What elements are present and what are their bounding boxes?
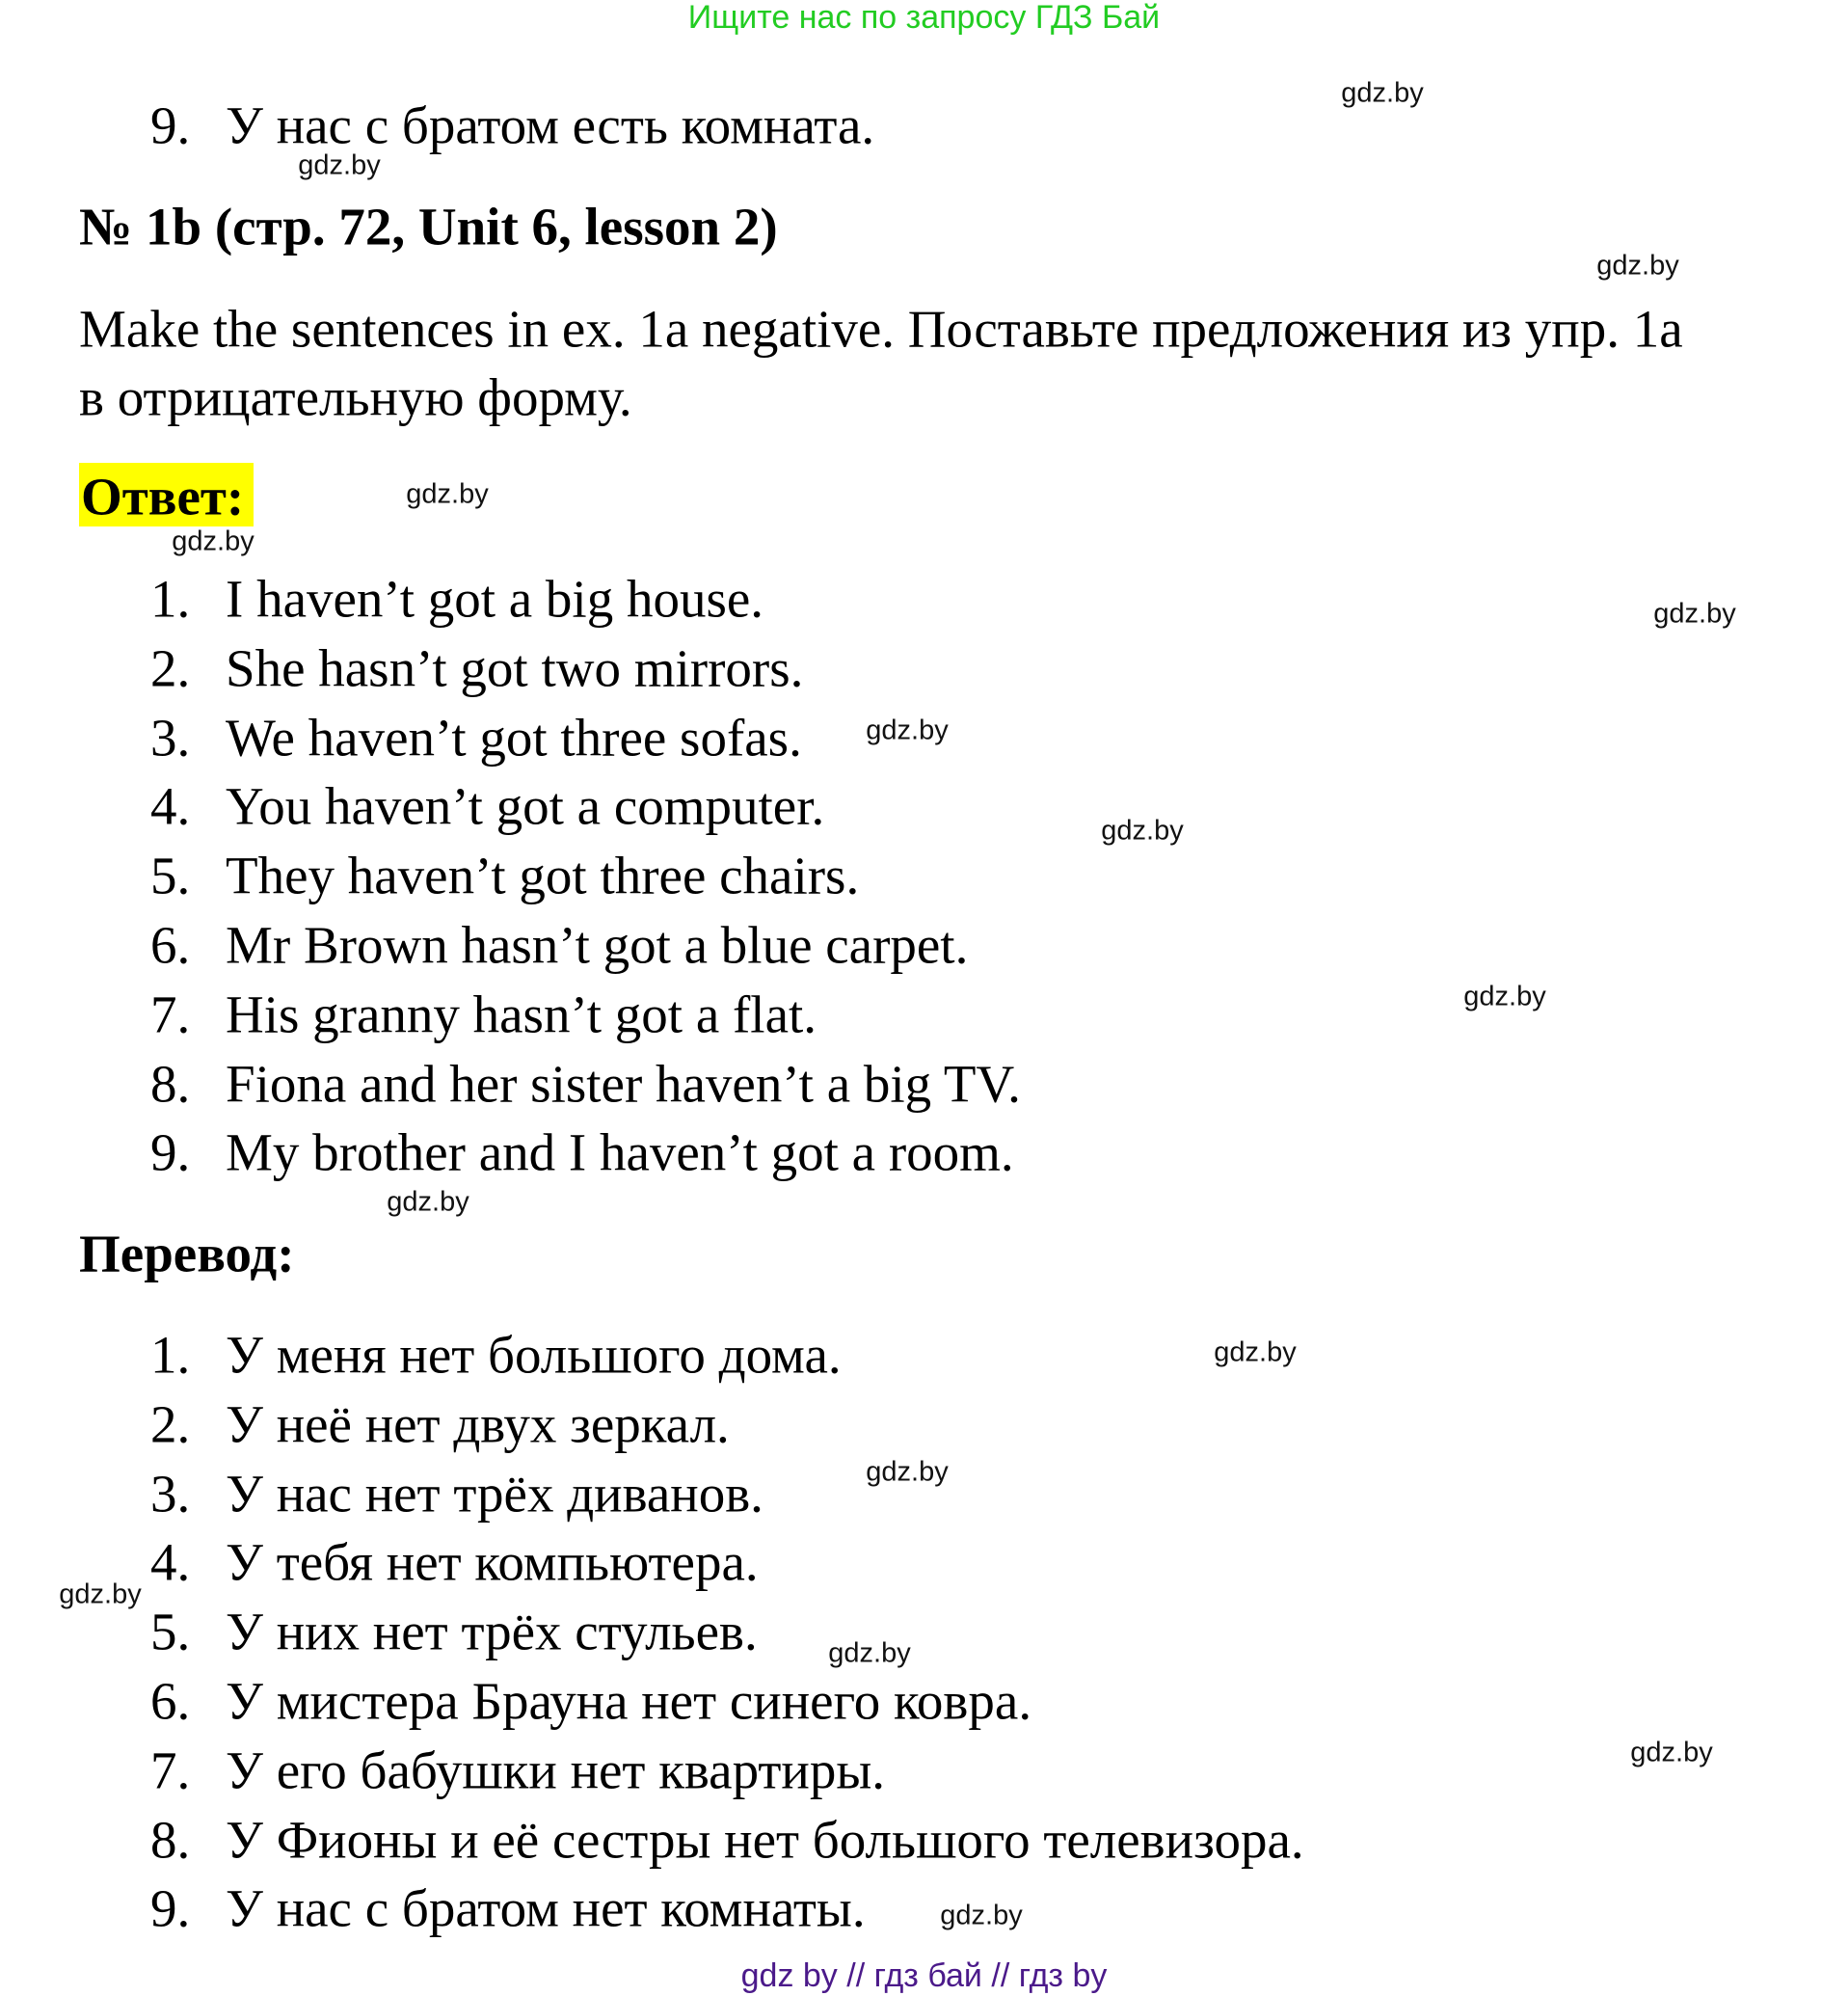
list-item-number: 8. — [150, 1810, 191, 1870]
list-item-number: 3. — [150, 1464, 191, 1524]
list-item-text: My brother and I haven’t got a room. — [226, 1122, 1014, 1182]
exercise-instruction-line1: Make the sentences in ex. 1a negative. Поставьте предложения из упр. 1a — [79, 299, 1683, 359]
list-item-number: 9. — [150, 1122, 191, 1182]
list-item-number: 5. — [150, 1602, 191, 1661]
watermark: gdz.by — [1653, 598, 1736, 630]
list-item-text: У них нет трёх стульев. — [226, 1602, 758, 1661]
list-item-text: Mr Brown hasn’t got a blue carpet. — [226, 915, 969, 975]
answer-label: Ответ: — [81, 467, 245, 526]
list-item-text: У его бабушки нет квартиры. — [226, 1740, 886, 1800]
watermark: gdz.by — [59, 1578, 142, 1610]
list-item-text: You haven’t got a computer. — [226, 776, 825, 836]
exercise-instruction-line2: в отрицательную форму. — [79, 367, 632, 427]
watermark: gdz.by — [1341, 77, 1424, 109]
translation-label: Перевод: — [79, 1224, 295, 1283]
list-item-number: 6. — [150, 915, 191, 975]
watermark: gdz.by — [298, 149, 381, 181]
watermark: gdz.by — [387, 1186, 469, 1218]
watermark: gdz.by — [406, 478, 489, 510]
list-item-number: 3. — [150, 708, 191, 768]
list-item-number: 1. — [150, 1325, 191, 1385]
list-item-number: 9. — [150, 1878, 191, 1938]
list-item-text: У меня нет большого дома. — [226, 1325, 842, 1385]
footer-links: gdz by // гдз бай // гдз by — [740, 1957, 1108, 1994]
watermark: gdz.by — [1214, 1336, 1297, 1368]
list-item-text: She hasn’t got two mirrors. — [226, 638, 804, 698]
list-item-number: 4. — [150, 776, 191, 836]
watermark: gdz.by — [1101, 815, 1184, 847]
list-item-text: У мистера Брауна нет синего ковра. — [226, 1671, 1032, 1731]
list-item-number: 2. — [150, 638, 191, 698]
list-item-number: 1. — [150, 569, 191, 629]
list-item-number: 7. — [150, 985, 191, 1044]
list-item-number: 2. — [150, 1394, 191, 1454]
list-item-text: У тебя нет компьютера. — [226, 1532, 759, 1592]
list-item-text: Fiona and her sister haven’t a big TV. — [226, 1054, 1021, 1114]
watermark: gdz.by — [1463, 981, 1546, 1012]
list-item-text: У неё нет двух зеркал. — [226, 1394, 730, 1454]
list-item-text: У нас нет трёх диванов. — [226, 1464, 763, 1524]
watermark: gdz.by — [866, 1456, 949, 1488]
list-item-text: We haven’t got three sofas. — [226, 708, 802, 768]
previous-item-number: 9. — [150, 95, 191, 155]
list-item-text: His granny hasn’t got a flat. — [226, 985, 817, 1044]
list-item-number: 6. — [150, 1671, 191, 1731]
list-item-number: 7. — [150, 1740, 191, 1800]
watermark: gdz.by — [866, 715, 949, 746]
watermark: gdz.by — [172, 526, 254, 557]
watermark: gdz.by — [940, 1900, 1023, 1931]
list-item-number: 8. — [150, 1054, 191, 1114]
list-item-text: У Фионы и её сестры нет большого телевизора. — [226, 1810, 1304, 1870]
search-hint-banner: Ищите нас по запросу ГДЗ Бай — [687, 0, 1161, 36]
exercise-title: № 1b (стр. 72, Unit 6, lesson 2) — [79, 197, 778, 256]
list-item-text: У нас с братом нет комнаты. — [226, 1878, 866, 1938]
watermark: gdz.by — [828, 1637, 911, 1669]
list-item-text: They haven’t got three chairs. — [226, 846, 860, 905]
list-item-number: 4. — [150, 1532, 191, 1592]
list-item-text: I haven’t got a big house. — [226, 569, 764, 629]
watermark: gdz.by — [1630, 1737, 1713, 1768]
watermark: gdz.by — [1596, 250, 1679, 282]
list-item-number: 5. — [150, 846, 191, 905]
previous-item-text: У нас с братом есть комната. — [226, 95, 875, 155]
